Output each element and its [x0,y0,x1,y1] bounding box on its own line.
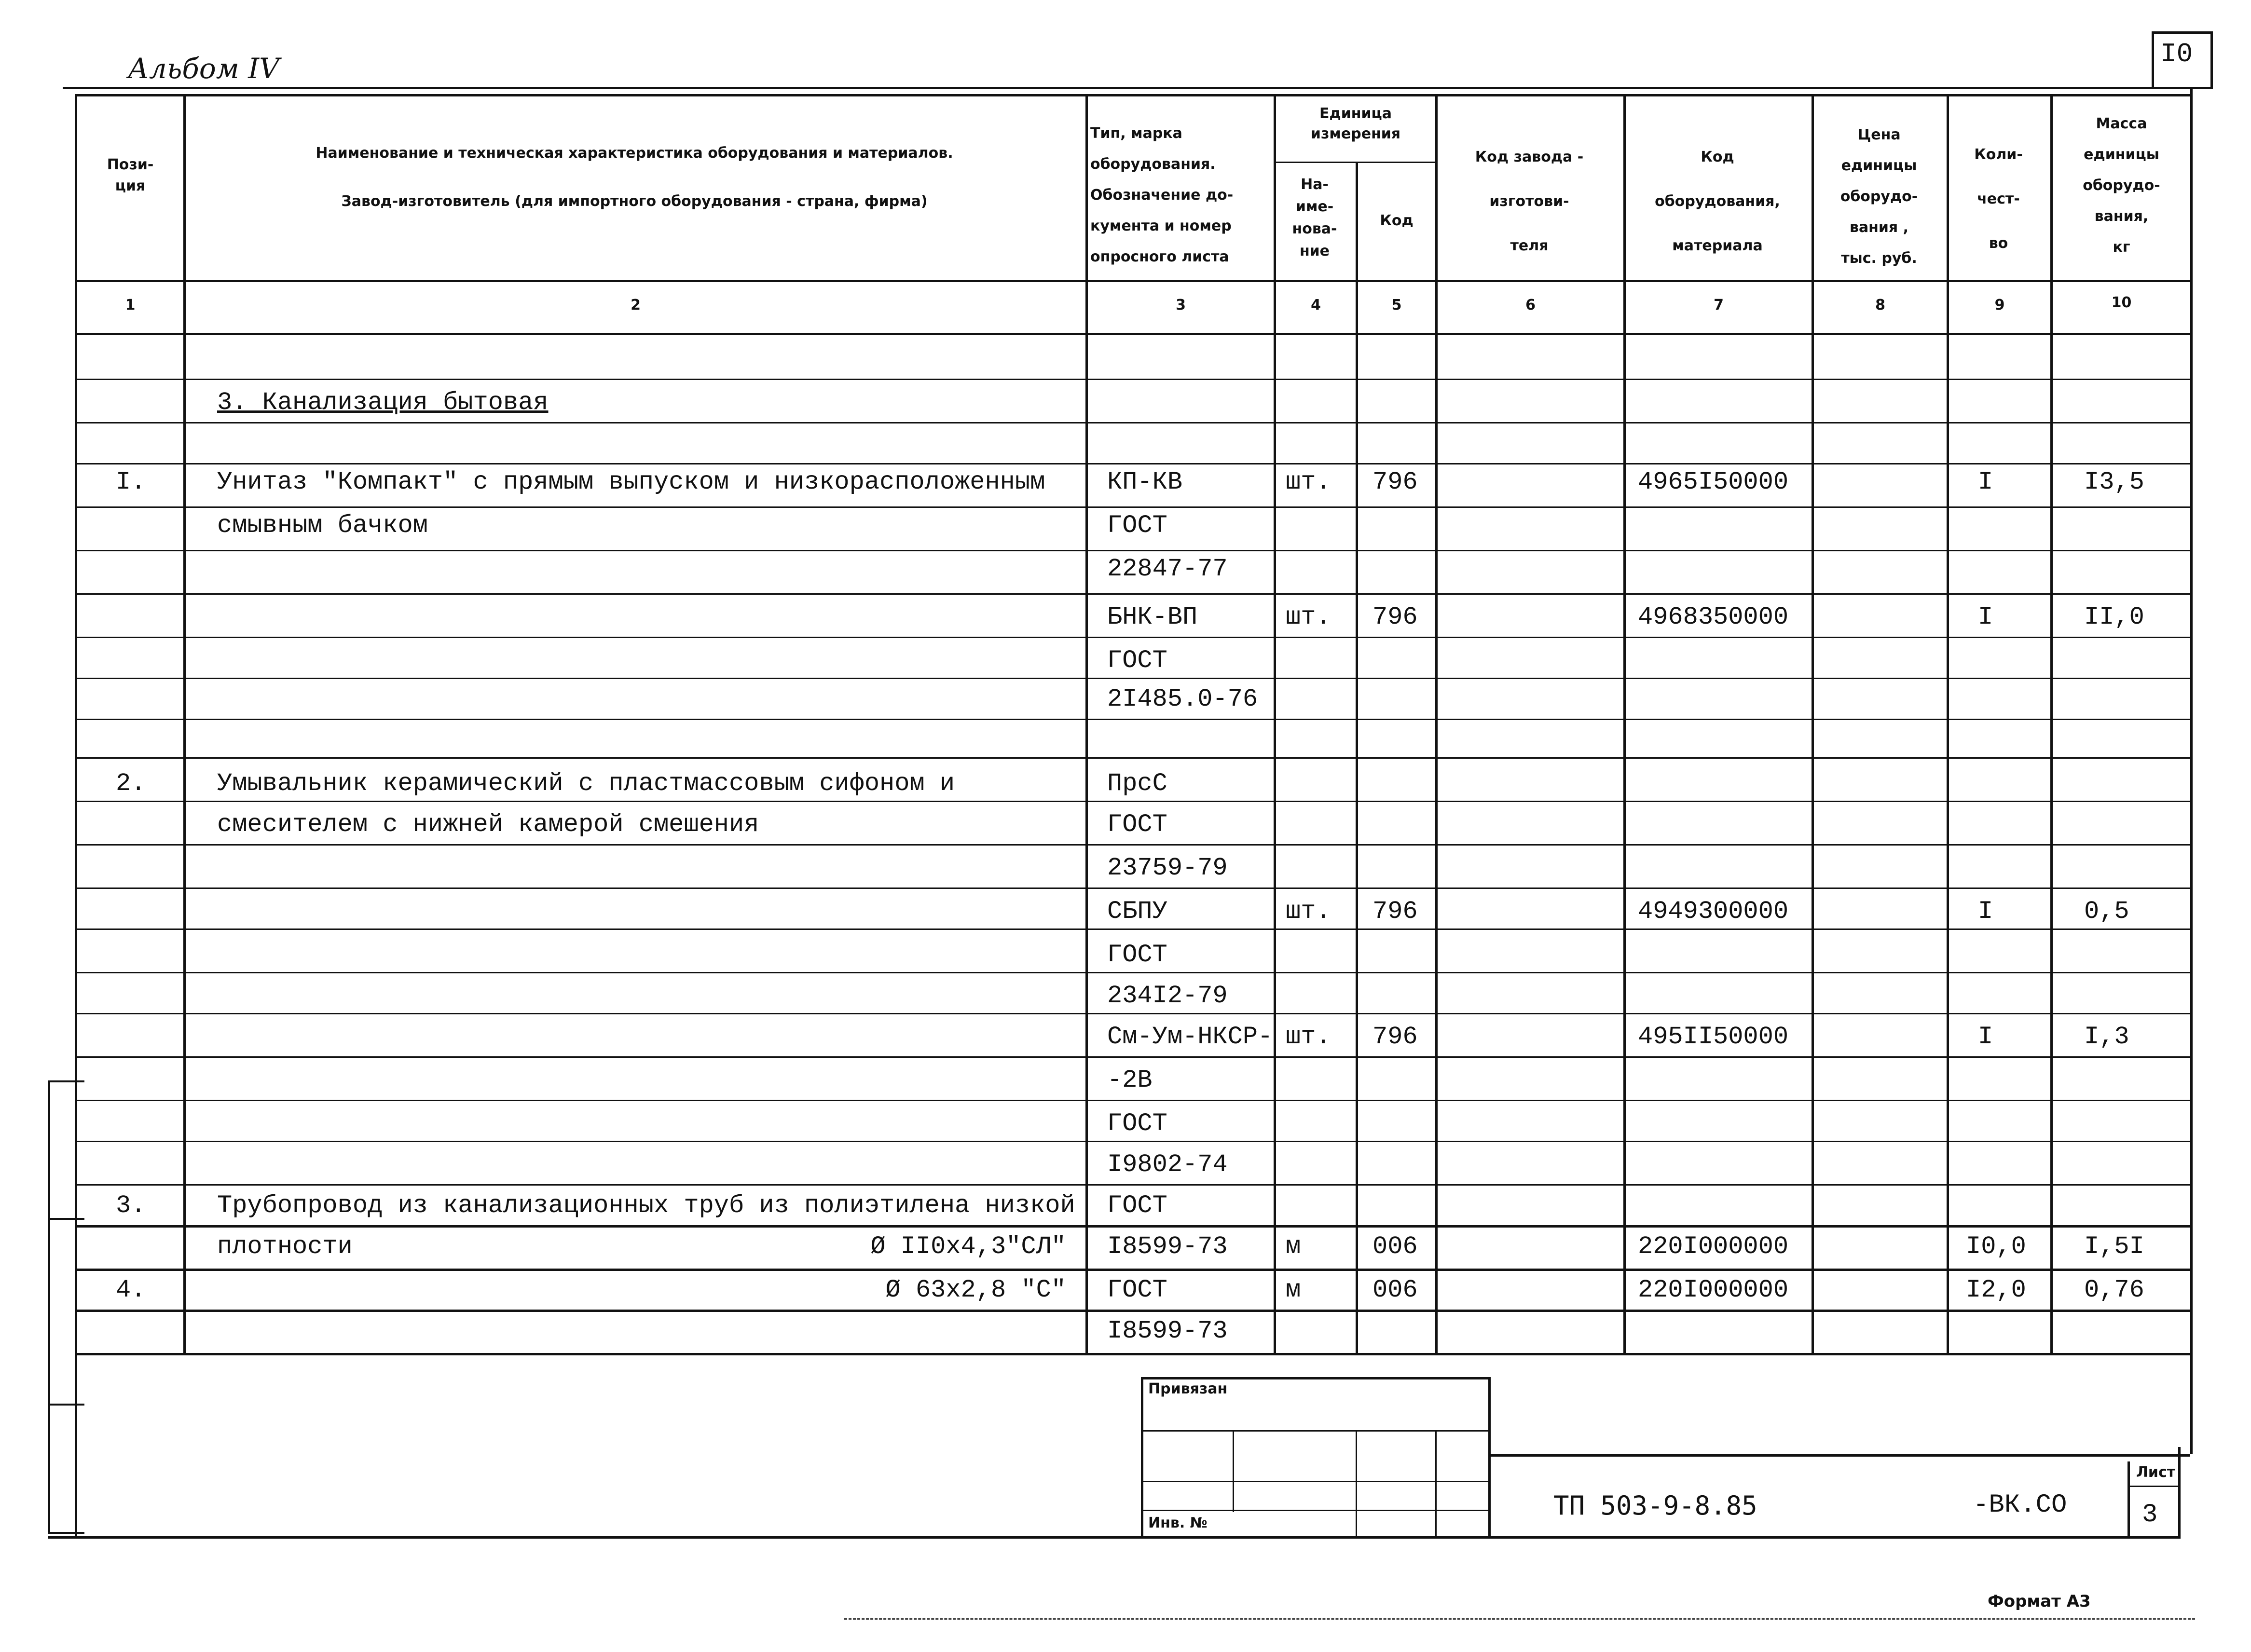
col-line-5 [1435,94,1438,1355]
row-type: ГОСТ [1107,1191,1167,1220]
hdr-col4: На- име- нова- ние [1292,176,1337,259]
row-equip-code: 4968350000 [1638,603,1789,631]
row-line-bold [75,1310,2193,1312]
hdr-col7: Код оборудования, материала [1655,149,1780,254]
trim-line [844,1618,2195,1620]
numbers-bottom-line [75,333,2193,335]
row-unit-code: 796 [1373,1023,1418,1051]
row-type: ГОСТ [1107,941,1167,969]
row-unit: шт. [1286,1023,1331,1051]
unit-header-split [1274,162,1435,163]
col-number: 10 [2111,294,2132,311]
row-type: 234I2-79 [1107,982,1228,1010]
row-unit: шт. [1286,897,1331,926]
row-line [75,1184,2193,1186]
col-line-6 [1623,94,1626,1355]
row-type: ГОСТ [1107,1276,1167,1304]
row-position: 4. [116,1276,146,1304]
row-dimension: Ø 63x2,8 "С" [885,1276,1066,1304]
row-line [75,928,2193,930]
row-type: 2I485.0-76 [1107,685,1258,713]
list-label: Лист [2136,1464,2176,1481]
row-unit: шт. [1286,603,1331,631]
row-unit-code: 796 [1373,897,1418,926]
row-type: ГОСТ [1107,646,1167,675]
row-type: -2В [1107,1066,1153,1094]
row-type: ГОСТ [1107,810,1167,839]
row-line [75,887,2193,889]
row-line [75,422,2193,423]
hdr-col1: Пози- ция [107,156,154,194]
row-dimension: Ø II0x4,3"СЛ" [870,1232,1066,1261]
row-quantity: I0,0 [1966,1232,2026,1261]
table-border-right [2190,89,2193,1454]
row-type: ПрсС [1107,769,1167,798]
row-line [75,550,2193,551]
binding-strip [48,1080,84,1534]
row-type: ГОСТ [1107,1109,1167,1138]
row-unit: м [1286,1276,1301,1304]
col-line-7 [1812,94,1814,1355]
row-quantity: I [1978,468,1993,496]
row-line-bold [75,1269,2193,1271]
col-line-8 [1947,94,1949,1355]
col-line-2 [1085,94,1088,1355]
row-line [75,757,2193,759]
col-line-3 [1274,94,1276,1355]
col-number: 5 [1391,297,1402,314]
row-line [75,1141,2193,1142]
row-type: КП-КВ [1107,468,1183,496]
format-label: Формат А3 [1988,1592,2091,1611]
row-position: 3. [116,1191,146,1220]
row-mass: I,3 [2084,1023,2129,1051]
row-type: ГОСТ [1107,511,1167,540]
row-equip-code: 495II50000 [1638,1023,1789,1051]
row-name: Унитаз "Компакт" с прямым выпуском и низкорасположенным [217,468,1045,496]
stamp-vline [1356,1430,1357,1536]
row-quantity: I [1978,603,1993,631]
row-line [75,1013,2193,1014]
hdr-col9: Коли- чест- во [1974,146,2023,252]
row-line [75,463,2193,464]
header-bottom-line [75,280,2193,282]
section-title: 3. Канализация бытовая [217,388,549,417]
row-position: 2. [116,769,146,798]
col-line-9 [2050,94,2053,1355]
binding-strip-mark [48,1218,84,1220]
row-line [75,593,2193,595]
album-label-underline [63,87,2152,89]
hdr-col5: Код [1380,212,1414,229]
row-line [75,506,2193,508]
hdr-col3: Тип, марка оборудования. Обозначение до- кумента и номер опросного листа [1090,125,1234,265]
stamp-line [1141,1510,1491,1511]
row-unit: шт. [1286,468,1331,496]
table-body-bottom [75,1353,2193,1355]
binding-strip-mark [48,1404,84,1406]
row-mass: 0,5 [2084,897,2129,926]
col-number: 4 [1311,297,1321,314]
col-number: 2 [631,297,641,314]
stamp-vline [1233,1430,1234,1512]
row-type: См-Ум-НКСР- [1107,1023,1273,1051]
list-number: 3 [2142,1500,2158,1529]
stamp-line [1141,1430,1491,1432]
stamp-inv-label: Инв. № [1148,1515,1208,1531]
table-border-top [75,94,2193,96]
row-name: Умывальник керамический с пластмассовым сифоном и [217,769,955,798]
row-quantity: I2,0 [1966,1276,2026,1304]
row-unit-code: 006 [1373,1232,1418,1261]
stamp-privyazan-box [1141,1377,1491,1536]
row-mass: I,5I [2084,1232,2144,1261]
row-type: 23759-79 [1107,854,1228,882]
row-unit-code: 796 [1373,468,1418,496]
stamp-title-top [1491,1454,2190,1457]
doc-suffix: -ВК.СО [1973,1490,2067,1520]
stamp-vline [1435,1430,1437,1536]
col-line-1 [183,94,186,1355]
hdr-col8: Цена единицы оборудо- вания , тыс. руб. [1840,126,1918,267]
hdr-unit-group: Единица измерения [1310,105,1401,142]
sheet-bottom-line [48,1536,2181,1539]
hdr-col2-line1: Наименование и техническая характеристика оборудования и материалов. [316,145,953,162]
row-line [75,801,2193,802]
row-name: смесителем с нижней камерой смешения [217,810,759,839]
row-line [75,379,2193,380]
row-type: I8599-73 [1107,1232,1228,1261]
row-type: I9802-74 [1107,1150,1228,1179]
album-label: Альбом IV [128,52,280,85]
col-number: 7 [1714,297,1724,314]
row-line-bold [75,1225,2193,1228]
col-number: 6 [1525,297,1536,314]
row-quantity: I [1978,1023,1993,1051]
row-equip-code: 220I000000 [1638,1232,1789,1261]
col-number: 3 [1176,297,1186,314]
row-mass: 0,76 [2084,1276,2144,1304]
hdr-col2-line2: Завод-изготовитель (для импортного оборудования - страна, фирма) [341,193,928,210]
row-mass: I3,5 [2084,468,2144,496]
row-unit: м [1286,1232,1301,1261]
stamp-privyazan-label: Привязан [1148,1380,1228,1397]
row-line [75,637,2193,638]
row-line [75,844,2193,846]
row-line [75,972,2193,973]
row-equip-code: 220I000000 [1638,1276,1789,1304]
row-line [75,719,2193,720]
row-type: СБПУ [1107,897,1167,926]
row-equip-code: 4949300000 [1638,897,1789,926]
corner-sheet-number: I0 [2160,39,2193,69]
row-line [75,1100,2193,1101]
col-number: 9 [1994,297,2005,314]
row-mass: II,0 [2084,603,2144,631]
row-position: I. [116,468,146,496]
col-number: 8 [1875,297,1885,314]
list-box-line [2127,1486,2181,1487]
row-type: БНК-ВП [1107,603,1198,631]
row-unit-code: 006 [1373,1276,1418,1304]
row-type: 22847-77 [1107,555,1228,583]
row-name: смывным бачком [217,511,428,540]
doc-code: ТП 503-9-8.85 [1553,1490,1757,1521]
hdr-col10: Масса единицы оборудо- вания, кг [2083,115,2160,256]
row-unit-code: 796 [1373,603,1418,631]
row-name: Трубопровод из канализационных труб из полиэтилена низкой [217,1191,1075,1220]
row-equip-code: 4965I50000 [1638,468,1789,496]
stamp-line [1141,1481,1491,1482]
row-quantity: I [1978,897,1993,926]
row-type: I8599-73 [1107,1317,1228,1345]
hdr-col6: Код завода - изготови- теля [1475,149,1584,254]
row-line [75,678,2193,679]
col-number: 1 [125,297,136,314]
row-name: плотности [217,1232,353,1261]
row-line [75,1056,2193,1058]
